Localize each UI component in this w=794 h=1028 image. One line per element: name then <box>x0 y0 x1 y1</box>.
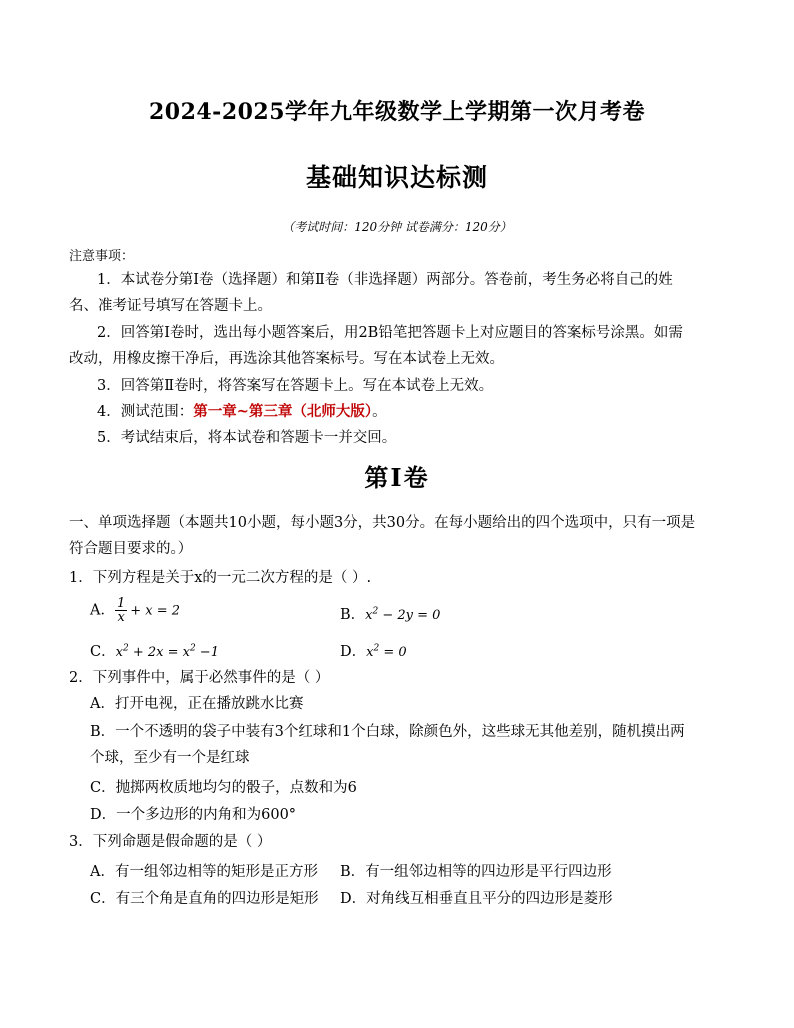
fraction-numerator: 1 <box>116 596 126 611</box>
expr-part: + 2x = x <box>128 645 190 660</box>
note-item-1: 1．本试卷分第Ⅰ卷（选择题）和第Ⅱ卷（非选择题）两部分。答卷前，考生务必将自己的姓名、准考证号填写在答题卡上。 <box>69 272 673 314</box>
note-item-4-prefix: 4．测试范围： <box>97 404 194 420</box>
note-item-2: 2．回答第Ⅰ卷时，选出每小题答案后，用2B铅笔把答题卡上对应题目的答案标号涂黑。如需改动，用橡皮擦干净后，再选涂其他答案标号。写在本试卷上无效。 <box>69 325 683 367</box>
note-item-5: 5．考试结束后，将本试卷和答题卡一并交回。 <box>97 430 397 446</box>
question-2-stem: 2．下列事件中，属于必然事件的是（ ） <box>69 670 330 686</box>
exam-title: 2024-2025学年九年级数学上学期第一次月考卷 <box>148 99 646 125</box>
exponent: 2 <box>189 643 196 654</box>
question-3-option-a: A．有一组邻边相等的矩形是正方形 <box>90 864 318 880</box>
expr-part: x <box>365 608 373 623</box>
question-1-option-b <box>340 603 440 624</box>
question-2-option-d: D．一个多边形的内角和为600° <box>90 807 297 823</box>
question-1-option-d <box>340 640 407 661</box>
question-3-option-b: B．有一组邻边相等的四边形是平行四边形 <box>340 864 612 880</box>
question-2-option-c: C．抛掷两枚质地均匀的骰子，点数和为6 <box>90 780 357 796</box>
exponent: 2 <box>373 643 380 654</box>
notes-heading: 注意事项： <box>69 249 135 264</box>
fraction <box>115 597 127 624</box>
question-3-stem: 3．下列命题是假命题的是（ ） <box>69 834 272 850</box>
exam-subtitle: 基础知识达标测 <box>305 163 488 192</box>
question-2-option-a: A．打开电视，正在播放跳水比赛 <box>90 696 304 712</box>
exam-info: （考试时间：120分钟 试卷满分：120分） <box>282 220 512 234</box>
note-item-4 <box>69 399 689 425</box>
note-item-3: 3．回答第Ⅱ卷时，将答案写在答题卡上。写在本试卷上无效。 <box>97 378 494 394</box>
section-1-heading: 一、单项选择题（本题共10小题，每小题3分，共30分。在每小题给出的四个选项中，只有一项是符合题目要求的。） <box>69 515 696 557</box>
option-label: A． <box>90 602 115 619</box>
expr-part: − 2y = 0 <box>378 608 441 623</box>
option-label: D． <box>340 644 367 660</box>
note-item-4-suffix: 。 <box>372 404 387 420</box>
question-3-option-c: C．有三个角是直角的四边形是矩形 <box>90 891 319 907</box>
expr-part: −1 <box>195 645 219 660</box>
exponent: 2 <box>122 643 129 654</box>
question-1-stem: 1．下列方程是关于x的一元二次方程的是（ ）. <box>69 570 372 586</box>
option-a-expr: + x = 2 <box>130 603 181 619</box>
option-c-expr <box>116 645 219 660</box>
expr-part: x <box>366 645 374 660</box>
question-1-option-c <box>90 640 219 661</box>
option-label: C． <box>90 644 116 660</box>
question-1-option-a <box>90 597 180 624</box>
fraction-denominator: x <box>117 610 125 625</box>
volume-title: 第Ⅰ卷 <box>364 463 430 492</box>
expr-part: = 0 <box>379 645 407 660</box>
option-label: B． <box>340 607 366 623</box>
question-3-option-d: D．对角线互相垂直且平分的四边形是菱形 <box>340 891 613 907</box>
option-b-expr <box>365 608 440 623</box>
question-2-option-b: B．一个不透明的袋子中装有3个红球和1个白球，除颜色外，这些球无其他差别，随机摸出两个球，至少有一个是红球 <box>90 724 685 766</box>
test-range: 第一章~第三章（北师大版） <box>193 403 373 420</box>
exponent: 2 <box>372 606 379 617</box>
expr-part: x <box>115 645 123 660</box>
option-d-expr <box>366 645 407 660</box>
